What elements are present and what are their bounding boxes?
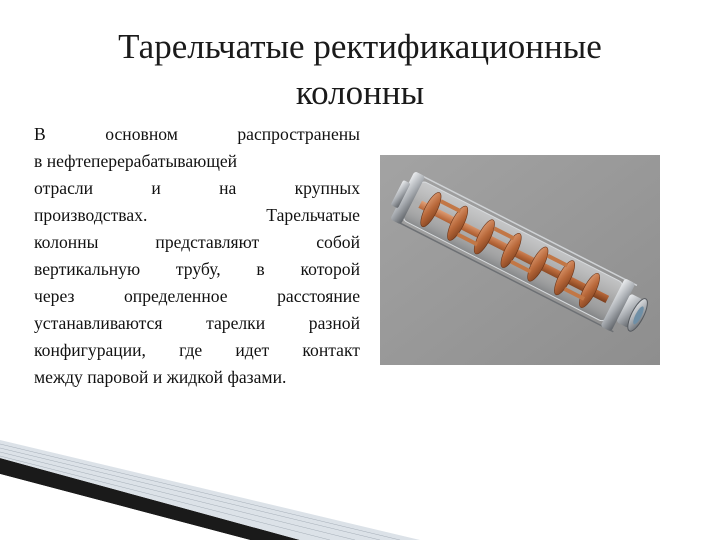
body-line: колонны представляют собой: [34, 232, 360, 252]
slide-title: [40, 24, 680, 116]
body-line: отрасли и на крупных: [34, 178, 360, 198]
body-line: производствах. Тарельчатые: [34, 205, 360, 225]
title-line-2: колонны: [295, 73, 425, 112]
distillation-column-illustration: [380, 155, 660, 365]
decorative-corner-stripes: [0, 440, 720, 540]
body-line: между паровой и жидкой фазами.: [34, 367, 287, 387]
body-line: через определенное расстояние: [34, 286, 360, 306]
body-line: в нефтеперерабатывающей: [34, 151, 238, 171]
body-line: конфигурации, где идет контакт: [34, 340, 360, 360]
body-line: устанавливаются тарелки разной: [34, 313, 360, 333]
body-paragraph: [34, 121, 360, 391]
title-line-1: Тарельчатые ректификационные: [118, 27, 602, 66]
body-line: вертикальную трубу, в которой: [34, 259, 360, 279]
column-photo: [380, 155, 660, 365]
body-line: В основном распространены: [34, 124, 360, 144]
